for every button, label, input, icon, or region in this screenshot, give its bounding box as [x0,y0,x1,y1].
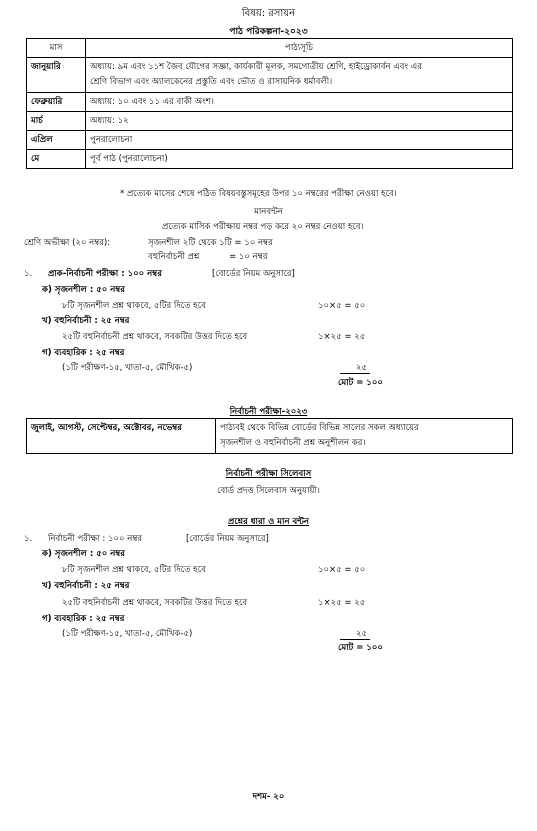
pre-test-b-desc: ২৫টি বহুনির্বাচনী প্রশ্ন থাকবে, সবকটির উত্তর দিতে হবে [62,332,248,342]
page-footer: দশম- ২০ [252,792,285,802]
month-cell: মার্চ [27,112,86,131]
month-cell: জানুয়ারি [27,58,86,93]
table-row [27,112,513,131]
col-month-header: মাস [27,39,86,58]
mark-dist-heading: মানবন্টন [254,207,283,217]
table-row [27,419,513,454]
table-row [27,93,513,112]
schedule-table [26,38,513,169]
pre-test-a-label: ক) সৃজনশীল : ৫০ নম্বর [42,285,125,295]
monthly-line: প্রত্যেক মাসিক পরীক্ষায় নম্বর পড় করে ২০ নম্বর নেওয়া হবে। [162,222,364,232]
class-eval-line1: সৃজনশীল ২টি থেকে ১টি = ১০ নম্বর [148,238,273,248]
pre-test-b-label: খ) বহুনির্বাচনী : ২৫ নম্বর [42,316,130,326]
pre-test-a-desc: ৮টি সৃজনশীল প্রশ্ন থাকবে, ৫টির দিতে হবে [62,301,206,311]
pattern-a-desc: ৮টি সৃজনশীল প্রশ্ন থাকবে, ৫টির দিতে হবে [62,565,206,575]
syllabus-cell: অধ্যায়: ১০ এবং ১১ এর বাকী অংশ। [86,93,513,112]
exam-note: * প্রত্যেক মাসের শেষে পঠিত বিষয়বস্তুসমূহের উপর ১০ নম্বরের পরীক্ষা নেওয়া হবে। [120,189,397,199]
pattern-c-calc: ২৫ [356,629,368,639]
selection-exam-heading: নির্বাচনী পরীক্ষা-২০২৩ [229,407,308,417]
syllabus-cell: অধ্যায়: ৯ম এবং ১১শ জৈব যৌগের সজ্ঞা, কার্যকারী মূলক, সমগোত্রীয় শ্রেণি, হাইড্রোকার্বন এবং এর শ্রেণি বিভাগ এবং অ্যালকেনের প্রস্তুতি এবং ভৌত ও রাসায়নিক ধর্মাবলী। [86,58,513,93]
pattern-total: মোট = ১০০ [338,643,383,653]
month-cell: এপ্রিল [27,131,86,150]
table-row [27,131,513,150]
sum-rule [340,639,370,640]
pattern-a-label: ক) সৃজনশীল : ৫০ নম্বর [42,549,125,559]
month-cell: ফেব্রুয়ারি [27,93,86,112]
pre-test-b-calc: ১×২৫ = ২৫ [318,332,366,342]
class-eval-label: শ্রেণি অভীক্ষা (২০ নম্বর): [24,238,111,248]
month-cell: মে [27,150,86,169]
pattern-b-label: খ) বহুনির্বাচনী : ২৫ নম্বর [42,581,130,591]
syllabus-cell: পুনরালোচনা [86,131,513,150]
col-syllabus-header: পাঠ্যসূচি [86,39,513,58]
table-row [27,150,513,169]
pre-test-rule: [বোর্ডের নিয়ম অনুসারে] [212,269,295,279]
pre-test-a-calc: ১০×৫ = ৫০ [318,301,366,311]
pattern-exam: নির্বাচনী পরীক্ষা : ১০০ নম্বর [48,534,143,544]
sum-rule [340,373,370,374]
class-eval-line2: বহুনির্বাচনী প্রশ্ন = ১০ নম্বর [148,252,268,262]
pre-test-c-desc: (১টি পরীক্ষণ-১৫, খাতা-৫, মৌখিক-৫) [62,363,193,373]
plan-heading: পাঠ পরিকল্পনা-২০২৩ [229,27,308,37]
pre-test-heading: প্রাক-নির্বাচনী পরীক্ষা : ১০০ নম্বর [48,269,162,279]
selection-desc-cell: পাঠ্যবই থেকে বিভিন্ন বোর্ডের বিভিন্ন সালের সকল অধ্যায়ের সৃজনশীল ও বহুনির্বাচনী প্রশ্ন অনুশীলন কর। [216,419,513,454]
pattern-b-calc: ১×২৫ = ২৫ [318,598,366,608]
pattern-heading: প্রশ্নের ধারা ও মান বন্টন [228,517,309,527]
pre-test-number: ১. [24,269,33,279]
pattern-rule: [বোর্ডের নিয়ম অনুসারে] [186,534,269,544]
selection-months-cell: জুলাই, আগস্ট, সেপ্টেম্বর, অক্টোবর, নভেম্বর [27,419,216,454]
table-header-row [27,39,513,58]
syllabus-heading: নির্বাচনী পরীক্ষা সিলেবাস [225,469,312,479]
selection-exam-table [26,418,513,454]
table-row [27,58,513,93]
pattern-c-label: গ) ব্যবহারিক : ২৫ নম্বর [42,614,125,624]
pre-test-c-calc: ২৫ [356,363,368,373]
pattern-number: ১. [24,534,33,544]
pattern-a-calc: ১০×৫ = ৫০ [318,565,366,575]
page-title: বিষয়: রসায়ন [241,8,296,19]
pattern-c-desc: (১টি পরীক্ষণ-১৫, খাতা-৫, মৌখিক-৫) [62,629,193,639]
syllabus-line: বোর্ড প্রদত্ত সিলেবাস অনুযায়ী। [217,486,320,496]
syllabus-cell: পূর্ব পাঠ (পুনরালোচনা) [86,150,513,169]
pre-test-total: মোট = ১০০ [338,378,383,388]
pre-test-c-label: গ) ব্যবহারিক : ২৫ নম্বর [42,348,125,358]
syllabus-cell: অধ্যায়: ১২ [86,112,513,131]
pattern-b-desc: ২৫টি বহুনির্বাচনী প্রশ্ন থাকবে, সবকটির উত্তর দিতে হবে [62,598,248,608]
